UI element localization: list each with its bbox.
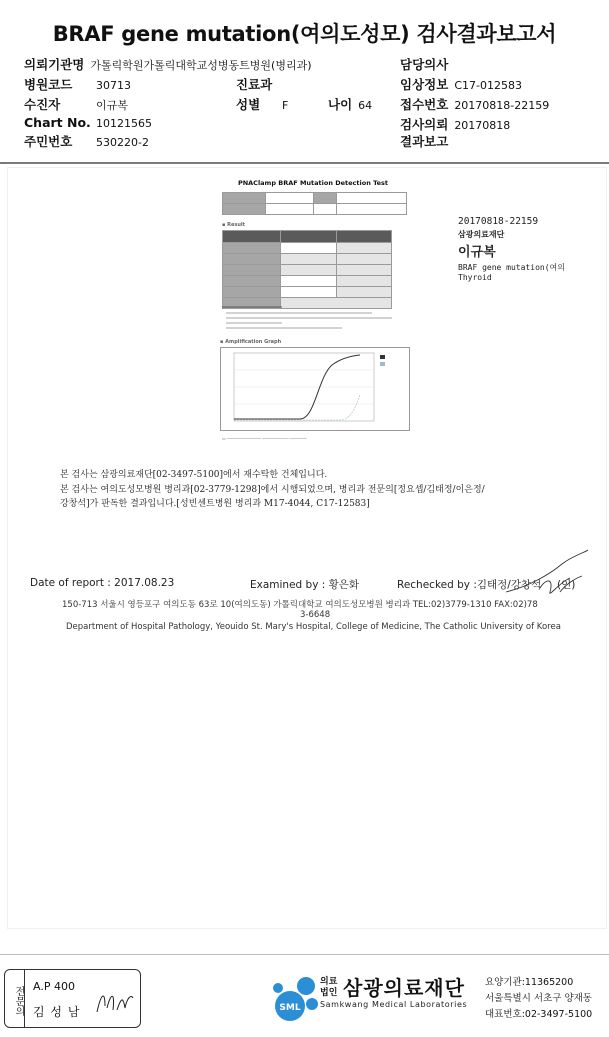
field-label: 접수번호 — [400, 97, 449, 112]
scan-criteria-text — [222, 305, 412, 335]
hospital-address: 150-713 서울시 영등포구 여의도동 63로 10(여의도동) 가톨릭대학교 여의도성모병원 병리과 TEL:02)3779-1310 FAX:02)78 — [62, 600, 538, 610]
field-resident-no — [24, 132, 149, 150]
sticker-organ: Thyroid — [458, 273, 492, 282]
field-value: 20170818-22159 — [454, 99, 550, 112]
sml-logo-icon — [270, 974, 322, 1024]
scan-graph-heading: ▪ Amplification Graph — [220, 339, 282, 345]
footer-divider — [0, 954, 609, 955]
field-label: 성별 — [236, 97, 261, 112]
field-chart-no — [24, 115, 152, 130]
hospital-fax-tail: 3-6648 — [300, 610, 331, 620]
sticker-name: 이규복 — [458, 245, 496, 260]
org-code: 요양기관:11365200 — [485, 977, 574, 988]
field-label: 병원코드 — [24, 77, 73, 92]
org-name: 삼광의료재단 — [343, 976, 465, 1000]
scan-result-heading: ▪ Result — [222, 222, 246, 228]
field-value: 가톨릭학원가톨릭대학교성병동트병원(병리과) — [90, 59, 312, 72]
seal-mark: (인) — [557, 579, 576, 591]
scan-patient-table — [222, 192, 407, 215]
report-title: BRAF gene mutation(여의도성모) 검사결과보고서 — [52, 22, 557, 46]
rechecker-signature — [500, 548, 592, 600]
department-english: Department of Hospital Pathology, Yeouido St. Mary's Hospital, College of Medicine, The Catholic University of Korea — [66, 622, 561, 632]
field-value: 20170818 — [454, 119, 511, 132]
field-value: 64 — [358, 99, 373, 112]
field-label: 진료과 — [236, 77, 273, 92]
sticker-test: BRAF gene mutation(여의 — [458, 263, 565, 272]
stamp-label: 전문의 — [5, 970, 25, 1027]
ap-code: A.P 400 — [33, 980, 75, 993]
sticker-number: 20170818-22159 — [458, 216, 539, 227]
field-value: C17-012583 — [454, 79, 522, 92]
scan-amplification-graph — [220, 347, 410, 431]
field-request-date — [400, 115, 510, 133]
date-of-report: Date of report : 2017.08.23 — [30, 577, 175, 589]
field-label: 결과보고 — [400, 134, 449, 149]
field-label: 수진자 — [24, 97, 61, 112]
field-clinical-info — [400, 75, 522, 93]
field-label: 임상정보 — [400, 77, 449, 92]
field-age — [328, 95, 372, 113]
rechecked-by: Rechecked by :김태정/강창석 — [397, 579, 542, 591]
scan-graph-footer: ▭ ────────────── ─────────── ─────── — [222, 436, 307, 441]
field-label: 나이 — [328, 97, 353, 112]
field-receipt — [400, 95, 549, 113]
field-sex — [236, 95, 288, 113]
header-divider — [0, 162, 609, 164]
org-english-name: Samkwang Medical Laboratories — [320, 1000, 468, 1009]
field-doctor — [400, 55, 448, 73]
field-value: 530220-2 — [96, 136, 149, 149]
org-contact — [485, 975, 592, 1023]
org-prefix-line-1: 의료 — [320, 977, 338, 987]
doctor-name: 김 성 남 — [33, 1005, 81, 1019]
field-label: 검사의뢰 — [400, 117, 449, 132]
logo-text: SML — [279, 1003, 301, 1013]
field-label: 담당의사 — [400, 57, 449, 72]
org-prefix-line-2: 법인 — [320, 988, 338, 998]
org-phone: 대표번호:02-3497-5100 — [485, 1009, 593, 1020]
field-hospital-code — [24, 75, 131, 93]
field-value: 10121565 — [96, 117, 152, 130]
remark-line-2: 본 검사는 여의도성모병원 병리과[02-3779-1298]에서 시행되었으며, 병리과 전문의[정요셉/김태정/이은정/ — [60, 485, 485, 495]
org-address: 서울특별시 서초구 양재동 — [485, 993, 592, 1004]
field-patient — [24, 95, 128, 113]
org-prefix — [320, 977, 337, 999]
scan-result-table — [222, 230, 392, 309]
specimen-sticker — [458, 216, 565, 282]
scan-test-title: PNAClamp BRAF Mutation Detection Test — [237, 179, 389, 187]
field-label: Chart No. — [24, 115, 91, 130]
field-label: 의뢰기관명 — [24, 57, 85, 72]
field-value: 이규복 — [96, 99, 128, 112]
sticker-lab: 삼광의료재단 — [458, 230, 505, 239]
field-value: F — [282, 99, 289, 112]
field-label: 주민번호 — [24, 134, 73, 149]
remark-line-1: 본 검사는 삼광의료재단[02-3497-5100]에서 재수탁한 건체입니다. — [60, 470, 328, 480]
field-institution — [24, 55, 312, 73]
field-result-report — [400, 132, 448, 150]
specialist-stamp — [4, 969, 141, 1028]
field-value: 30713 — [96, 79, 131, 92]
examined-by: Examined by : 황은화 — [250, 579, 360, 591]
doctor-signature — [93, 984, 135, 1018]
field-department — [236, 75, 272, 93]
remark-line-3: 강창석]가 판독한 결과입니다.[성빈센트병원 병리과 M17-4044, C17-12583] — [60, 499, 370, 509]
